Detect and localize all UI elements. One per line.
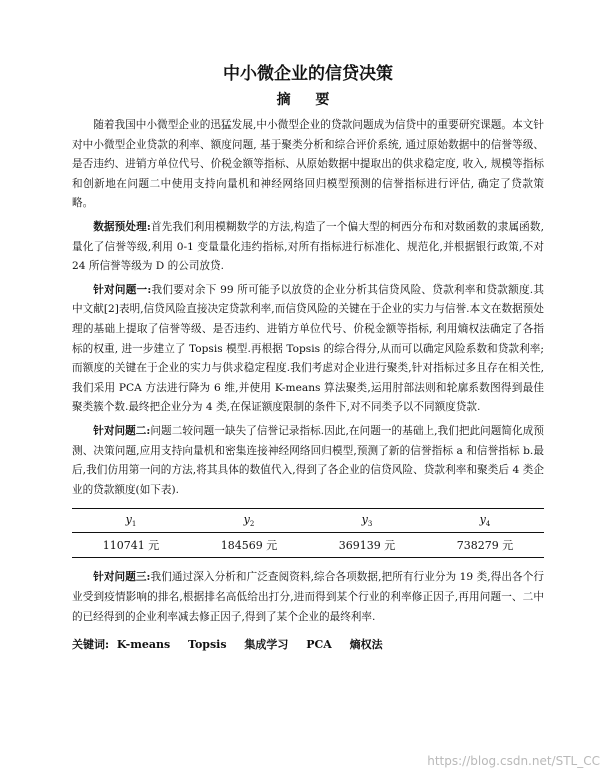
keyword: PCA: [306, 638, 332, 652]
paragraph-text: 首先我们利用模糊数学的方法,构造了一个偏大型的柯西分布和对数函数的隶属函数,量化了信誉等级,利用 0-1 变量量化违约指标,对所有指标进行标准化、规范化,并根据银行政策,不对 24 所信誉等级为 D 的公司放贷.: [72, 220, 544, 273]
table-header-cell: [72, 509, 190, 533]
abstract-paragraph-problem-2: [72, 422, 544, 500]
keywords-line: [72, 635, 544, 655]
keywords-label: 关键词:: [72, 638, 110, 652]
paragraph-text: 问题二较问题一缺失了信誉记录指标.因此,在问题一的基础上,我们把此问题简化成预测、决策问题,应用支持向量机和密集连接神经网络回归模型,预测了新的信誉指标 a 和信誉指标 b.最后,我们仿用第一问的方法,将其具体的数值代入,得到了各企业的信贷风险、贷款利率和聚类后 4 类企业的贷款额度(如下表).: [72, 424, 544, 496]
abstract-heading: 摘 要: [276, 92, 340, 108]
table-cell: 184569 元: [220, 539, 278, 553]
keyword: 集成学习: [244, 638, 289, 652]
abstract-paragraph-problem-3: [72, 568, 544, 627]
var-symbol: y: [125, 513, 132, 527]
var-subscript: 3: [367, 520, 373, 529]
table-header-cell: [308, 509, 426, 533]
table-cell: 110741 元: [102, 539, 160, 553]
paper-title: 中小微企业的信贷决策: [223, 64, 393, 84]
abstract-paragraph-preprocessing: [72, 218, 544, 277]
var-subscript: 2: [249, 520, 255, 529]
var-subscript: 1: [131, 520, 137, 529]
table-header-cell: [190, 509, 308, 533]
watermark: https://blog.csdn.net/STL_CC: [427, 754, 600, 768]
table-row: [72, 533, 544, 558]
table-header-row: [72, 509, 544, 533]
paragraph-text: 我们要对余下 99 所可能予以放贷的企业分析其信贷风险、贷款利率和贷款额度.其中文献[2]表明,信贷风险直接决定贷款利率,而信贷风险的关键在于企业的实力与信誉.本文在数据预处理的基础上提取了信誉等级、是否违约、进销方单位代号、价税金额等指标, 利用熵权法确定了各指标的权重, 进一步建立了 Topsis 模型.再根据 Topsis 的综合得分,从而可以确定风险系数和贷款利率;而额度的关键在于企业的实力与供求稳定程度.我们考虑对企业进行聚类,针对指标过多且存在相关性,我们采用 PCA 方法进行降为 6 维,并使用 K-means 算法聚类,运用肘部法则和轮廓系数图得到最佳聚类簇个数.最终把企业分为 4 类,在保证额度限制的条件下,对不同类予以不同额度贷款.: [72, 283, 544, 414]
table-header-cell: [426, 509, 544, 533]
table-cell: 369139 元: [338, 539, 396, 553]
paper-page: [72, 62, 544, 655]
abstract-paragraph-problem-1: [72, 281, 544, 418]
paragraph-text: 随着我国中小微型企业的迅猛发展,中小微型企业的贷款问题成为信贷中的重要研究课题。本文针对中小微型企业贷款的利率、额度问题, 基于聚类分析和综合评价系统, 通过原始数据中的信誉等级、是否违约、进销方单位代号、价税金额等指标、从原始数据中提取出的供求稳定度, 收入, 规模等指标和创新地在问题二中使用支持向量机和神经网络回归模型预测的信誉指标进行评估, 确定了贷款策略。: [72, 119, 544, 210]
keyword: K-means: [116, 638, 171, 652]
var-symbol: y: [479, 513, 486, 527]
table-cell: 738279 元: [456, 539, 514, 553]
paragraph-lead: 数据预处理:: [93, 220, 151, 233]
var-symbol: y: [361, 513, 368, 527]
keyword: Topsis: [188, 638, 227, 652]
paragraph-lead: 针对问题三:: [93, 571, 151, 584]
var-subscript: 4: [485, 520, 491, 529]
paragraph-lead: 针对问题二:: [93, 424, 151, 437]
loan-amount-table: [72, 508, 544, 558]
var-symbol: y: [243, 513, 250, 527]
paragraph-lead: 针对问题一:: [93, 283, 152, 296]
keyword: 熵权法: [349, 638, 383, 652]
paragraph-text: 我们通过深入分析和广泛查阅资料,综合各项数据,把所有行业分为 19 类,得出各个行业受到疫情影响的排名,根据排名高低给出打分,进而得到某个行业的利率修正因子,再用问题一、二中的已经得到的企业利率减去修正因子,得到了某个企业的最终利率.: [72, 571, 544, 623]
abstract-paragraph-intro: [72, 116, 544, 214]
